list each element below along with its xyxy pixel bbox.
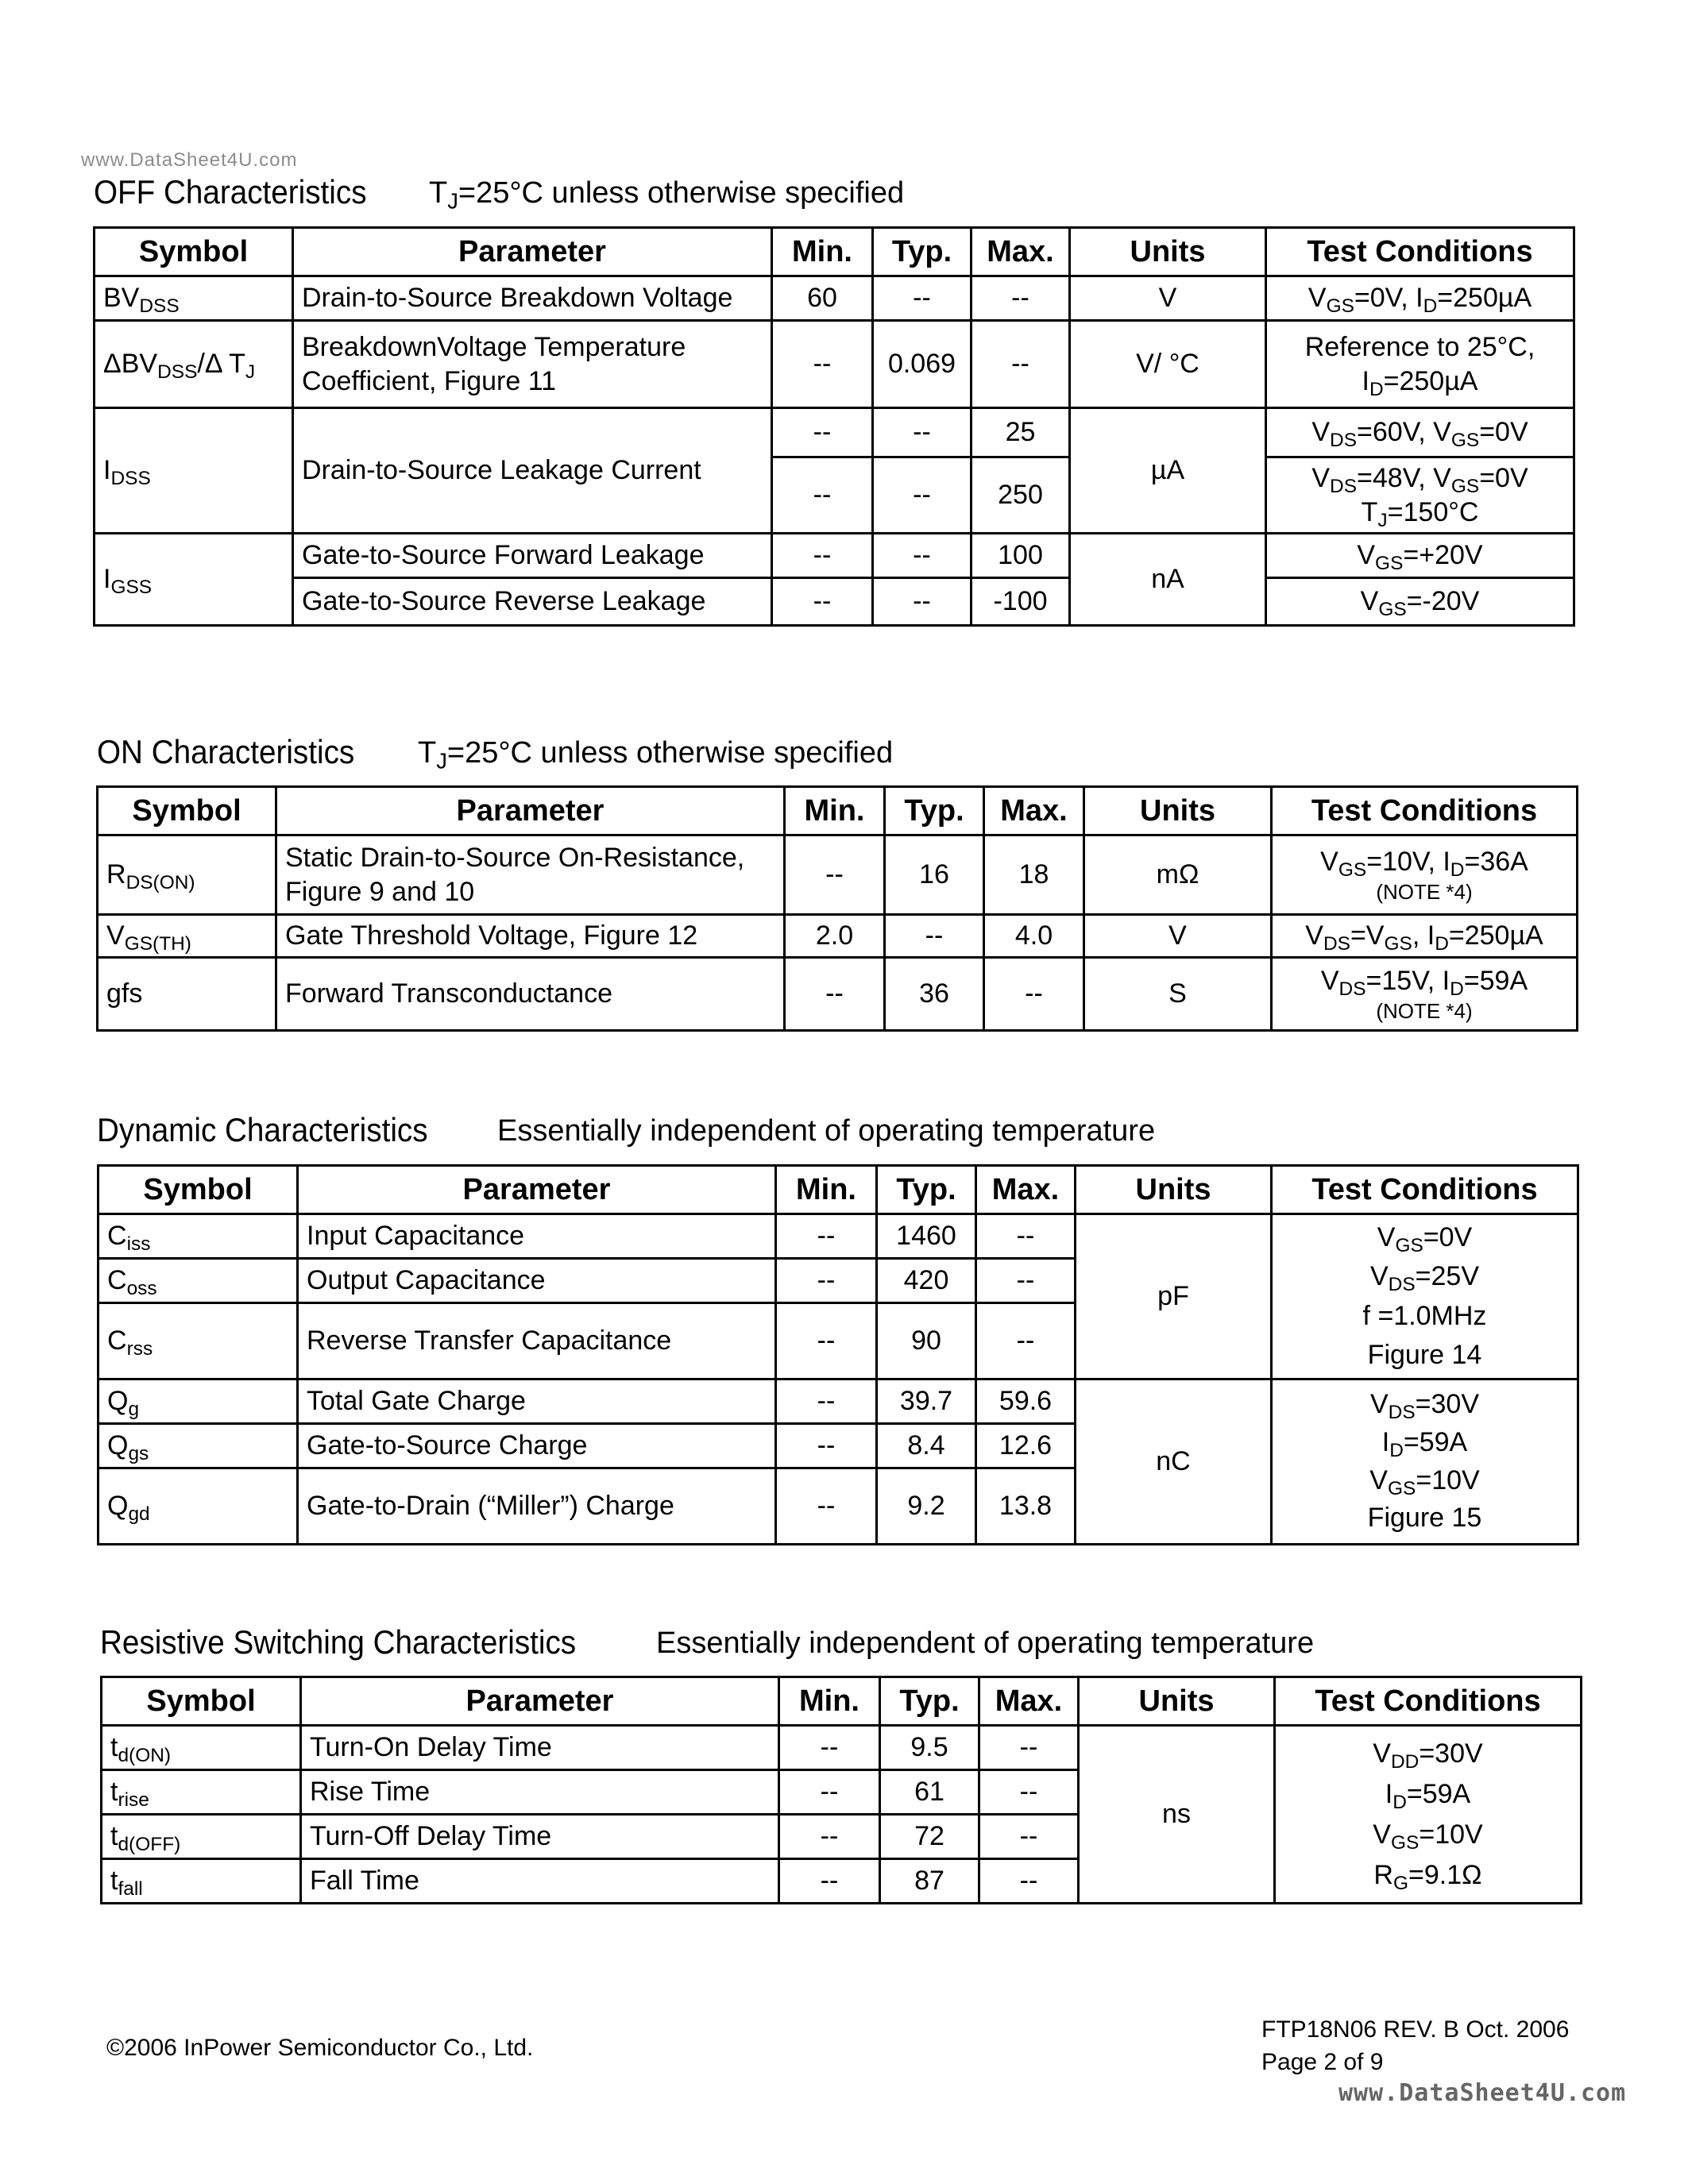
- header-max: Max.: [971, 228, 1070, 276]
- max-cell: 12.6: [976, 1424, 1076, 1468]
- header-max: Max.: [984, 787, 1084, 835]
- header-min: Min.: [772, 228, 873, 276]
- typ-cell: --: [873, 534, 971, 578]
- header-test-conditions: Test Conditions: [1275, 1677, 1582, 1726]
- header-symbol: Symbol: [98, 1166, 298, 1214]
- watermark-top: www.DataSheet4U.com: [81, 149, 298, 171]
- min-cell: --: [776, 1379, 877, 1424]
- header-test-conditions: Test Conditions: [1272, 1166, 1578, 1214]
- conditions-cell: $V_{DS}=30V$ $I_D=59A$ $V_{GS}=10V$ Figure 15: [1272, 1379, 1578, 1545]
- parameter-cell: Gate-to-Source Reverse Leakage: [293, 578, 772, 626]
- typ-cell: 36: [885, 958, 984, 1031]
- max-cell: --: [979, 1859, 1079, 1904]
- table-header-row: [102, 1677, 1582, 1726]
- document-info: [1261, 2014, 1569, 2078]
- header-max: Max.: [979, 1677, 1079, 1726]
- typ-cell: 1460: [877, 1214, 976, 1259]
- typ-cell: 0.069: [873, 321, 971, 408]
- typ-cell: --: [885, 915, 984, 958]
- symbol-cell: $Q_{gd}$: [98, 1468, 298, 1545]
- table-row: [98, 915, 1578, 958]
- symbol-cell: $Q_g$: [98, 1379, 298, 1424]
- parameter-cell: Gate-to-Drain (“Miller”) Charge: [298, 1468, 776, 1545]
- units-cell: pF: [1076, 1214, 1272, 1379]
- page-number: Page 2 of 9: [1261, 2048, 1384, 2075]
- units-cell: V/ °C: [1070, 321, 1266, 408]
- dynamic-characteristics-table: [97, 1164, 1579, 1545]
- symbol-cell: $Q_{gs}$: [98, 1424, 298, 1468]
- units-cell: ns: [1079, 1726, 1275, 1904]
- typ-cell: 61: [880, 1770, 979, 1815]
- min-cell: --: [779, 1726, 880, 1770]
- table-row: [95, 578, 1574, 626]
- min-cell: --: [772, 457, 873, 534]
- min-cell: 60: [772, 276, 873, 321]
- symbol-cell: $C_{rss}$: [98, 1303, 298, 1379]
- table-row: [95, 534, 1574, 578]
- off-characteristics-table: [93, 226, 1575, 627]
- min-cell: --: [772, 578, 873, 626]
- header-min: Min.: [779, 1677, 880, 1726]
- typ-cell: 9.2: [877, 1468, 976, 1545]
- parameter-cell: Gate-to-Source Charge: [298, 1424, 776, 1468]
- min-cell: --: [776, 1259, 877, 1303]
- units-cell: V: [1084, 915, 1272, 958]
- symbol-cell: $I_{GSS}$: [95, 534, 293, 626]
- symbol-cell: $R_{DS(ON)}$: [98, 835, 276, 915]
- max-cell: 25: [971, 408, 1070, 457]
- parameter-cell: Output Capacitance: [298, 1259, 776, 1303]
- conditions-cell: $V_{GS}=0V$ $V_{DS}=25V$ f =1.0MHz Figure 14: [1272, 1214, 1578, 1379]
- on-characteristics-table: [96, 785, 1578, 1032]
- symbol-cell: gfs: [98, 958, 276, 1031]
- parameter-cell: Gate-to-Source Forward Leakage: [293, 534, 772, 578]
- symbol-cell: $C_{iss}$: [98, 1214, 298, 1259]
- table-header-row: [98, 787, 1578, 835]
- watermark-bottom: www.DataSheet4U.com: [1338, 2079, 1627, 2107]
- table-row: [95, 276, 1574, 321]
- parameter-cell: Input Capacitance: [298, 1214, 776, 1259]
- parameter-cell: Gate Threshold Voltage, Figure 12: [276, 915, 785, 958]
- conditions-cell: $V_{DS}=V_{GS}$, $I_D=250\mu A$: [1272, 915, 1578, 958]
- max-cell: --: [971, 276, 1070, 321]
- units-cell: nC: [1076, 1379, 1272, 1545]
- max-cell: --: [971, 321, 1070, 408]
- parameter-cell: Turn-Off Delay Time: [301, 1815, 779, 1859]
- header-max: Max.: [976, 1166, 1076, 1214]
- parameter-cell: Turn-On Delay Time: [301, 1726, 779, 1770]
- max-cell: 4.0: [984, 915, 1084, 958]
- typ-cell: --: [873, 408, 971, 457]
- min-cell: --: [772, 534, 873, 578]
- parameter-cell: Fall Time: [301, 1859, 779, 1904]
- max-cell: 59.6: [976, 1379, 1076, 1424]
- min-cell: --: [772, 321, 873, 408]
- min-cell: --: [779, 1815, 880, 1859]
- min-cell: --: [785, 835, 885, 915]
- parameter-cell: Rise Time: [301, 1770, 779, 1815]
- table-header-row: [95, 228, 1574, 276]
- table-row: [98, 958, 1578, 1031]
- header-parameter: Parameter: [293, 228, 772, 276]
- parameter-cell: Drain-to-Source Breakdown Voltage: [293, 276, 772, 321]
- max-cell: 13.8: [976, 1468, 1076, 1545]
- table-row: [98, 1214, 1578, 1259]
- header-typ: Typ.: [885, 787, 984, 835]
- max-cell: 250: [971, 457, 1070, 534]
- header-typ: Typ.: [873, 228, 971, 276]
- table-row: [98, 835, 1578, 915]
- header-units: Units: [1084, 787, 1272, 835]
- symbol-cell: $t_{fall}$: [102, 1859, 301, 1904]
- symbol-cell: $t_{d(ON)}$: [102, 1726, 301, 1770]
- max-cell: --: [979, 1815, 1079, 1859]
- max-cell: --: [976, 1303, 1076, 1379]
- header-typ: Typ.: [877, 1166, 976, 1214]
- conditions-cell: $V_{DD}=30V$ $I_D=59A$ $V_{GS}=10V$ $R_G=9.1\Omega$: [1275, 1726, 1582, 1904]
- max-cell: --: [984, 958, 1084, 1031]
- header-parameter: Parameter: [301, 1677, 779, 1726]
- switching-section-title: Resistive Switching Characteristics: [100, 1623, 577, 1661]
- typ-cell: 420: [877, 1259, 976, 1303]
- table-row: [95, 408, 1574, 457]
- copyright-text: ©2006 InPower Semiconductor Co., Ltd.: [106, 2035, 534, 2061]
- header-typ: Typ.: [880, 1677, 979, 1726]
- typ-cell: 90: [877, 1303, 976, 1379]
- units-cell: nA: [1070, 534, 1266, 626]
- symbol-cell: $I_{DSS}$: [95, 408, 293, 534]
- symbol-cell: $\Delta BV_{DSS}/\Delta$ $T_J$: [95, 321, 293, 408]
- header-parameter: Parameter: [298, 1166, 776, 1214]
- switching-characteristics-table: [100, 1676, 1582, 1904]
- header-min: Min.: [776, 1166, 877, 1214]
- header-parameter: Parameter: [276, 787, 785, 835]
- header-symbol: Symbol: [98, 787, 276, 835]
- dynamic-section-note: Essentially independent of operating temperature: [497, 1114, 1156, 1148]
- typ-cell: --: [873, 578, 971, 626]
- header-symbol: Symbol: [95, 228, 293, 276]
- symbol-cell: $V_{GS(TH)}$: [98, 915, 276, 958]
- symbol-cell: $t_{rise}$: [102, 1770, 301, 1815]
- conditions-cell: $V_{GS}=-20V$: [1266, 578, 1574, 626]
- table-header-row: [98, 1166, 1578, 1214]
- header-test-conditions: Test Conditions: [1272, 787, 1578, 835]
- conditions-cell: Reference to 25°C, $I_D=250\mu A$: [1266, 321, 1574, 408]
- min-cell: --: [776, 1424, 877, 1468]
- units-cell: µA: [1070, 408, 1266, 534]
- max-cell: --: [979, 1770, 1079, 1815]
- min-cell: --: [776, 1468, 877, 1545]
- min-cell: --: [776, 1303, 877, 1379]
- max-cell: 18: [984, 835, 1084, 915]
- typ-cell: 9.5: [880, 1726, 979, 1770]
- conditions-cell: $V_{GS}=+20V$: [1266, 534, 1574, 578]
- typ-cell: 16: [885, 835, 984, 915]
- on-section-title: ON Characteristics: [97, 733, 355, 770]
- table-row: [102, 1726, 1582, 1770]
- header-test-conditions: Test Conditions: [1266, 228, 1574, 276]
- typ-cell: 72: [880, 1815, 979, 1859]
- table-row: [98, 1379, 1578, 1424]
- min-cell: --: [779, 1859, 880, 1904]
- min-cell: --: [779, 1770, 880, 1815]
- parameter-cell: Total Gate Charge: [298, 1379, 776, 1424]
- units-cell: mΩ: [1084, 835, 1272, 915]
- max-cell: 100: [971, 534, 1070, 578]
- typ-cell: 8.4: [877, 1424, 976, 1468]
- header-symbol: Symbol: [102, 1677, 301, 1726]
- conditions-cell: $V_{DS}=48V$, $V_{GS}=0V$ $T_J=150^\circ C$: [1266, 457, 1574, 534]
- typ-cell: --: [873, 276, 971, 321]
- document-revision: FTP18N06 REV. B Oct. 2006: [1261, 2016, 1570, 2043]
- conditions-cell: $V_{DS}=60V$, $V_{GS}=0V$: [1266, 408, 1574, 457]
- symbol-cell: $t_{d(OFF)}$: [102, 1815, 301, 1859]
- parameter-cell: Drain-to-Source Leakage Current: [293, 408, 772, 534]
- conditions-cell: $V_{GS}=10V$, $I_D=36A$ (NOTE *4): [1272, 835, 1578, 915]
- min-cell: 2.0: [785, 915, 885, 958]
- max-cell: -100: [971, 578, 1070, 626]
- min-cell: --: [785, 958, 885, 1031]
- conditions-cell: $V_{GS}=0V$, $I_D=250\mu A$: [1266, 276, 1574, 321]
- typ-cell: 87: [880, 1859, 979, 1904]
- typ-cell: --: [873, 457, 971, 534]
- switching-section-note: Essentially independent of operating temperature: [656, 1626, 1315, 1660]
- parameter-cell: Reverse Transfer Capacitance: [298, 1303, 776, 1379]
- min-cell: --: [772, 408, 873, 457]
- symbol-cell: $C_{oss}$: [98, 1259, 298, 1303]
- header-units: Units: [1070, 228, 1266, 276]
- min-cell: --: [776, 1214, 877, 1259]
- parameter-cell: BreakdownVoltage Temperature Coefficient, Figure 11: [293, 321, 772, 408]
- dynamic-section-title: Dynamic Characteristics: [97, 1111, 428, 1148]
- conditions-cell: $V_{DS}=15V$, $I_D=59A$ (NOTE *4): [1272, 958, 1578, 1031]
- parameter-cell: Static Drain-to-Source On-Resistance, Figure 9 and 10: [276, 835, 785, 915]
- header-units: Units: [1079, 1677, 1275, 1726]
- units-cell: S: [1084, 958, 1272, 1031]
- on-section-note: $T_J=25^\circ C$ unless otherwise specified: [418, 736, 894, 774]
- table-row: [95, 321, 1574, 408]
- units-cell: V: [1070, 276, 1266, 321]
- typ-cell: 39.7: [877, 1379, 976, 1424]
- header-min: Min.: [785, 787, 885, 835]
- symbol-cell: $BV_{DSS}$: [95, 276, 293, 321]
- max-cell: --: [976, 1214, 1076, 1259]
- parameter-cell: Forward Transconductance: [276, 958, 785, 1031]
- off-section-note: $T_J=25^\circ C$ unless otherwise specified: [429, 176, 905, 214]
- max-cell: --: [976, 1259, 1076, 1303]
- max-cell: --: [979, 1726, 1079, 1770]
- off-section-title: OFF Characteristics: [94, 173, 367, 210]
- header-units: Units: [1076, 1166, 1272, 1214]
